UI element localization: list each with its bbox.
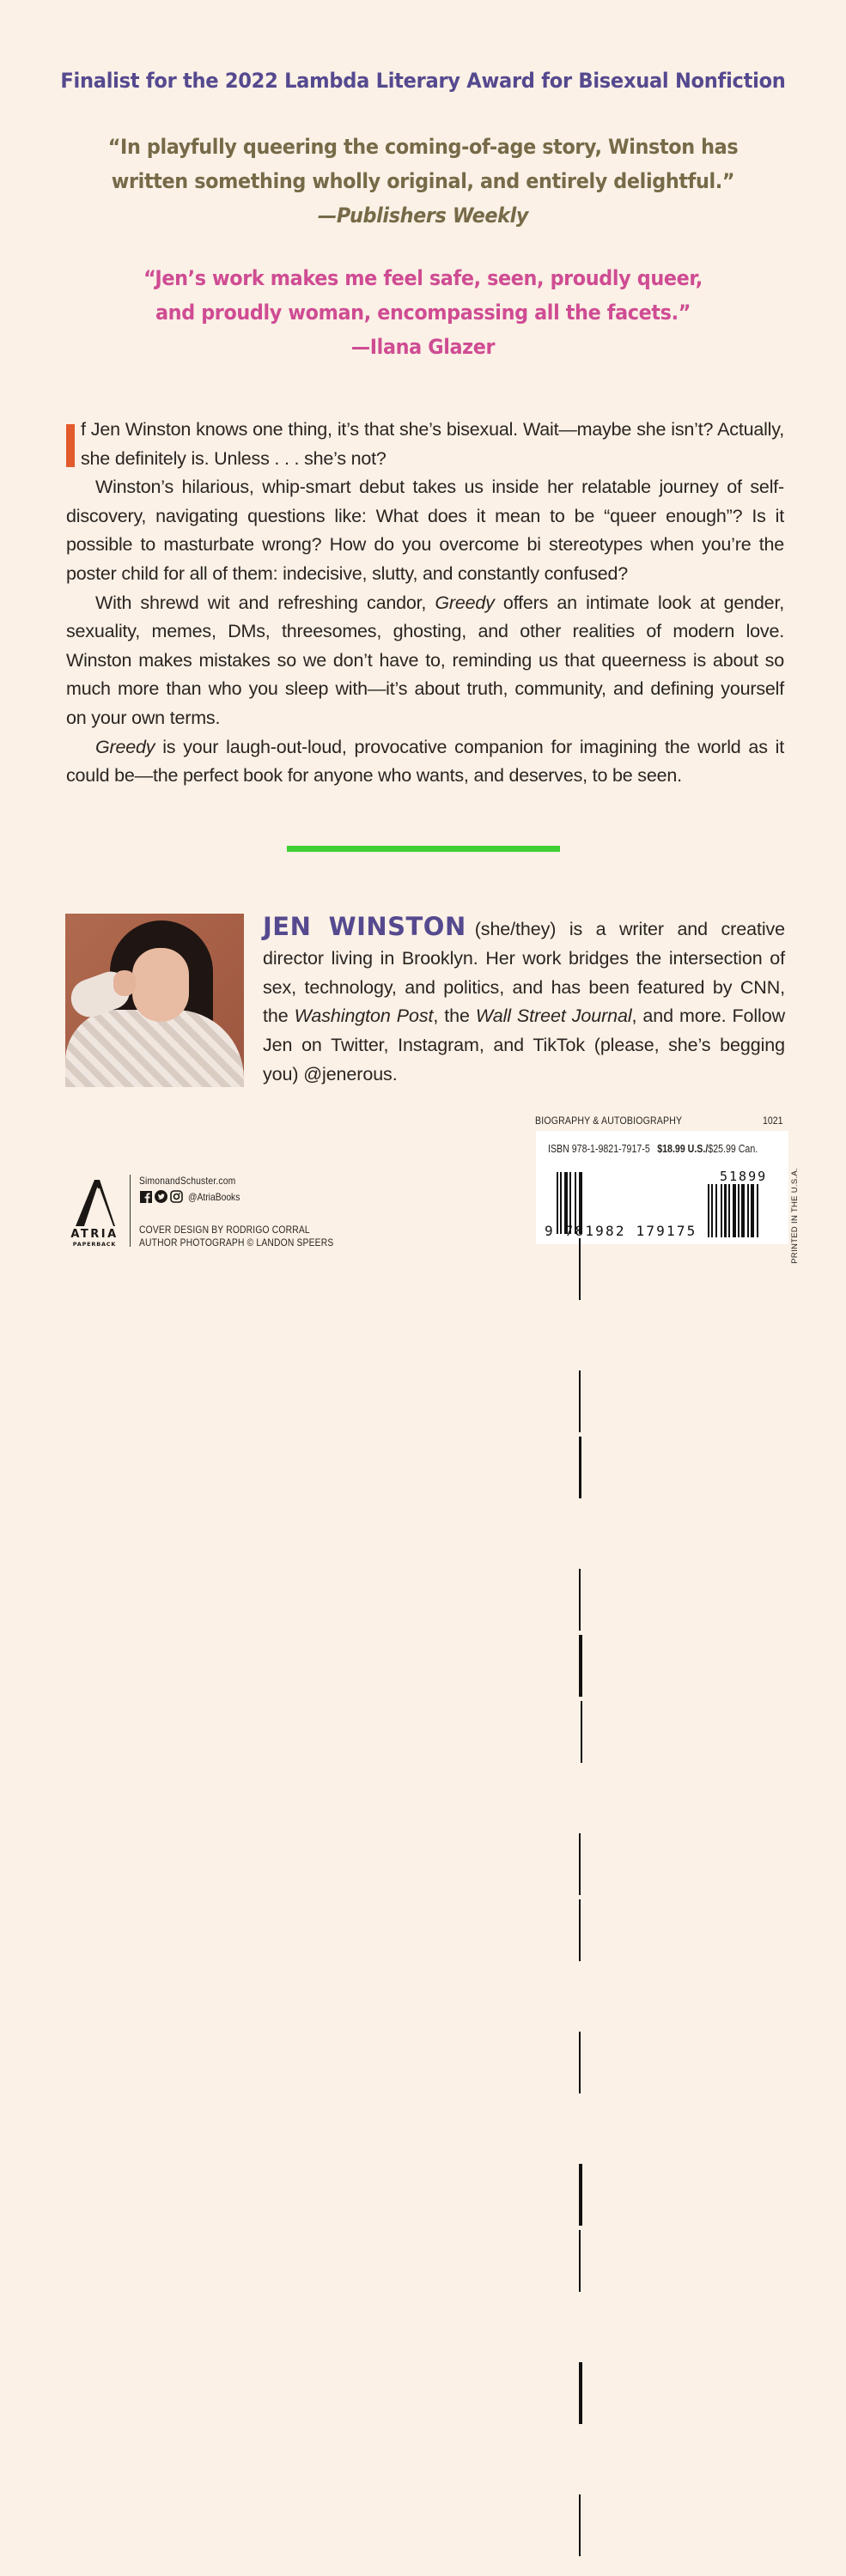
book-title: Greedy bbox=[435, 592, 495, 613]
blurb-line: written something wholly original, and entirely delightful.” bbox=[111, 169, 735, 193]
author-photo bbox=[65, 914, 244, 1087]
divider-rule bbox=[287, 846, 560, 852]
description-paragraph: f Jen Winston knows one thing, it’s that she’s bisexual. Wait—maybe she isn’t? Actually, she definitely is. Unless . . . she’s not? bbox=[66, 416, 784, 473]
instagram-icon[interactable] bbox=[170, 1190, 183, 1203]
publication: Wall Street Journal bbox=[475, 1005, 632, 1027]
blurb-ilana-glazer bbox=[29, 261, 816, 364]
isbn: ISBN 978-1-9821-7917-5 bbox=[548, 1143, 650, 1155]
twitter-icon[interactable] bbox=[155, 1190, 167, 1203]
blurb-attribution: —Ilana Glazer bbox=[350, 335, 496, 359]
blurb-line: and proudly woman, encompassing all the facets.” bbox=[155, 301, 691, 325]
price-can: $25.99 Can. bbox=[708, 1143, 758, 1155]
date-code: 1021 bbox=[763, 1115, 783, 1127]
cover-design-credit: COVER DESIGN BY RODRIGO CORRAL bbox=[139, 1224, 310, 1236]
vertical-divider bbox=[130, 1175, 131, 1247]
description-paragraph: Greedy is your laugh-out-loud, provocative companion for imagining the world as it could be—the perfect book for anyone who wants, and deserves, to be seen. bbox=[66, 736, 784, 787]
description-paragraph: Winston’s hilarious, whip-smart debut takes us inside her relatable journey of self-discovery, navigating questions like: What does it mean to be “queer enough”? Is it possible to masturbate wrong? How do you overcome bi stereotypes when you’re the poster child for all of them: indecisive, slutty, and constantly confused? bbox=[66, 477, 784, 584]
author-bio: JEN WINSTON (she/they) is a writer and creative director living in Brooklyn. Her work bridges the intersection of sex, technology, and politics, and has been featured by CNN, the Washington Post, the Wall Street Journal, and more. Follow Jen on Twitter, Instagram, and TikTok (please, she’s begging you) @jenerous. bbox=[263, 912, 785, 1084]
price-us: $18.99 U.S./ bbox=[657, 1143, 709, 1155]
logo-sub: PAPERBACK bbox=[72, 1241, 117, 1248]
author-name: JEN WINSTON bbox=[263, 912, 466, 941]
isbn-price-line bbox=[548, 1143, 758, 1155]
addon-barcode bbox=[708, 1184, 758, 1237]
logo-word: ATRIA bbox=[70, 1228, 119, 1241]
ean-digits: 9 781982 179175 bbox=[545, 1223, 697, 1239]
printed-in-usa: PRINTED IN THE U.S.A. bbox=[790, 1168, 800, 1264]
publisher-website[interactable]: SimonandSchuster.com bbox=[139, 1175, 236, 1187]
author-photo-credit: AUTHOR PHOTOGRAPH © LANDON SPEERS bbox=[139, 1236, 334, 1249]
publication: Washington Post bbox=[294, 1005, 434, 1027]
blurb-line: “Jen’s work makes me feel safe, seen, proudly queer, bbox=[143, 266, 703, 290]
description-paragraph: With shrewd wit and refreshing candor, Greedy offers an intimate look at gender, sexuality, memes, DMs, threesomes, ghosting, and other realities of modern love. Winston makes mistakes so we don’t have to, reminding us that queerness is about so much more than who you sleep with—it’s about truth, community, and defining yourself on your own terms. bbox=[66, 592, 784, 728]
blurb-line: “In playfully queering the coming-of-age story, Winston has bbox=[107, 135, 739, 159]
bisac-category: BIOGRAPHY & AUTOBIOGRAPHY bbox=[535, 1115, 683, 1127]
addon-digits: 51899 bbox=[720, 1169, 768, 1184]
blurb-publishers-weekly bbox=[29, 130, 816, 233]
dropcap-bar bbox=[66, 424, 75, 467]
book-title: Greedy bbox=[95, 736, 155, 757]
award-line: Finalist for the 2022 Lambda Literary Award for Bisexual Nonfiction bbox=[60, 69, 786, 93]
book-description bbox=[66, 416, 784, 791]
blurb-attribution: —Publishers Weekly bbox=[317, 204, 529, 228]
social-links bbox=[139, 1190, 248, 1203]
facebook-icon[interactable] bbox=[139, 1190, 152, 1203]
social-handle[interactable]: @AtriaBooks bbox=[188, 1190, 240, 1203]
